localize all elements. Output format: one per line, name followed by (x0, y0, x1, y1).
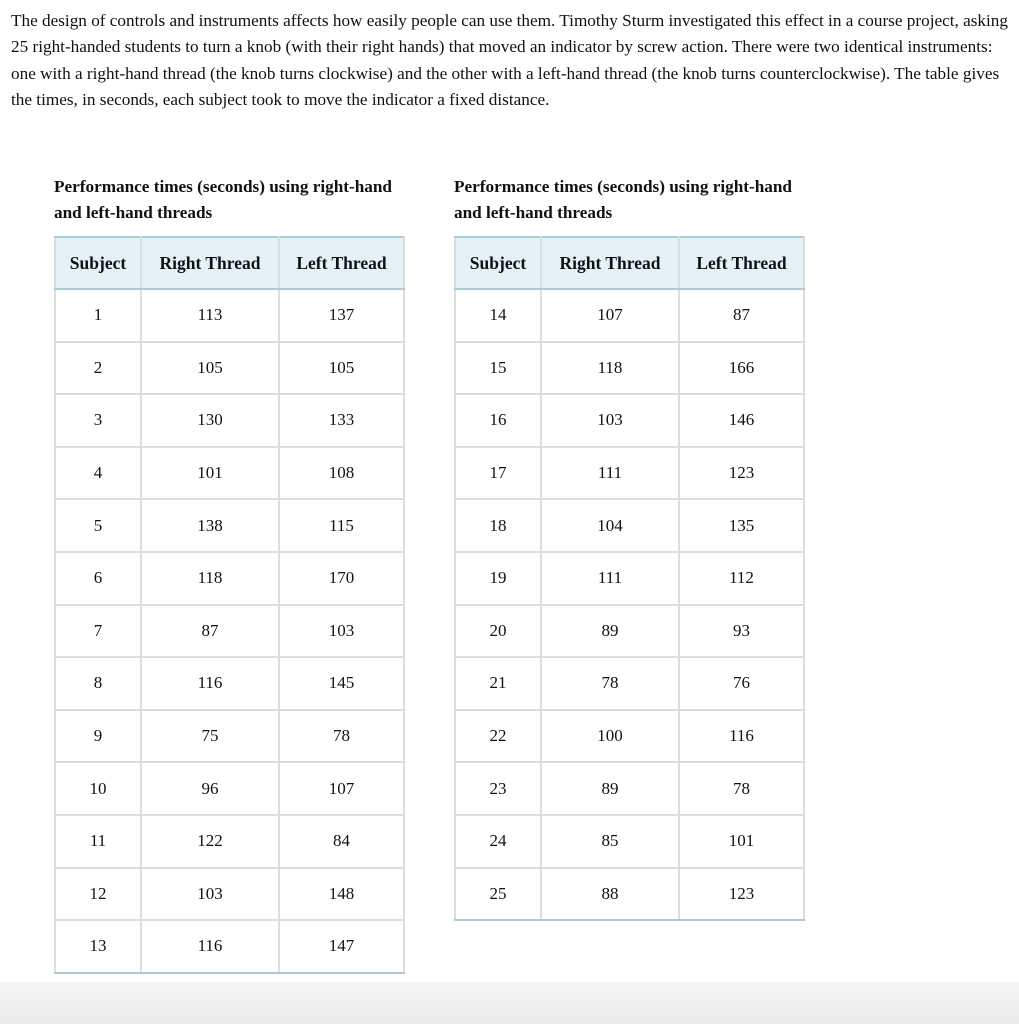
cell-right-thread: 75 (141, 710, 279, 763)
header-subject: Subject (455, 237, 541, 289)
cell-right-thread: 96 (141, 762, 279, 815)
table-row (455, 657, 804, 710)
cell-subject: 15 (455, 342, 541, 395)
cell-right-thread: 88 (541, 868, 679, 921)
cell-subject: 5 (55, 499, 141, 552)
cell-subject: 19 (455, 552, 541, 605)
cell-left-thread: 170 (279, 552, 404, 605)
cell-right-thread: 89 (541, 605, 679, 658)
cell-left-thread: 103 (279, 605, 404, 658)
cell-subject: 18 (455, 499, 541, 552)
cell-subject: 22 (455, 710, 541, 763)
cell-subject: 14 (455, 289, 541, 342)
cell-subject: 11 (55, 815, 141, 868)
cell-right-thread: 111 (541, 552, 679, 605)
intro-paragraph: The design of controls and instruments affects how easily people can use them. Timothy Sturm investigated this effect in a course project, asking 25 right-handed students to turn a knob (with their right hands) that moved an indicator by screw action. There were two identical instruments: one with a right-hand thread (the knob turns clockwise) and the other with a left-hand thread (the knob turns counterclockwise). The table gives the times, in seconds, each subject took to move the indicator a fixed distance. (11, 11, 1008, 109)
cell-right-thread: 85 (541, 815, 679, 868)
cell-left-thread: 137 (279, 289, 404, 342)
cell-right-thread: 116 (141, 920, 279, 973)
cell-left-thread: 166 (679, 342, 804, 395)
table-row (455, 762, 804, 815)
cell-left-thread: 101 (679, 815, 804, 868)
cell-left-thread: 84 (279, 815, 404, 868)
performance-table-left (54, 236, 405, 974)
table-row (55, 552, 404, 605)
table-row (455, 394, 804, 447)
cell-right-thread: 122 (141, 815, 279, 868)
cell-left-thread: 108 (279, 447, 404, 500)
table-row (55, 920, 404, 973)
cell-subject: 4 (55, 447, 141, 500)
cell-left-thread: 107 (279, 762, 404, 815)
cell-left-thread: 93 (679, 605, 804, 658)
cell-left-thread: 112 (679, 552, 804, 605)
header-right-thread: Right Thread (141, 237, 279, 289)
table-row (55, 762, 404, 815)
table-row (55, 394, 404, 447)
cell-subject: 13 (55, 920, 141, 973)
table-row (455, 499, 804, 552)
header-left-thread: Left Thread (679, 237, 804, 289)
cell-subject: 25 (455, 868, 541, 921)
cell-left-thread: 133 (279, 394, 404, 447)
table-row (55, 657, 404, 710)
cell-right-thread: 111 (541, 447, 679, 500)
table-row (55, 605, 404, 658)
cell-subject: 8 (55, 657, 141, 710)
cell-subject: 1 (55, 289, 141, 342)
cell-left-thread: 78 (279, 710, 404, 763)
cell-left-thread: 78 (679, 762, 804, 815)
table-row (55, 815, 404, 868)
cell-right-thread: 118 (541, 342, 679, 395)
table-body-right (455, 289, 804, 920)
cell-subject: 12 (55, 868, 141, 921)
cell-subject: 16 (455, 394, 541, 447)
cell-right-thread: 130 (141, 394, 279, 447)
cell-subject: 9 (55, 710, 141, 763)
cell-right-thread: 104 (541, 499, 679, 552)
table-header-row (455, 237, 804, 289)
table-body-left (55, 289, 404, 973)
cell-subject: 21 (455, 657, 541, 710)
cell-left-thread: 116 (679, 710, 804, 763)
performance-table-right (454, 236, 805, 921)
header-right-thread: Right Thread (541, 237, 679, 289)
cell-right-thread: 107 (541, 289, 679, 342)
cell-subject: 23 (455, 762, 541, 815)
cell-subject: 3 (55, 394, 141, 447)
table-row (455, 447, 804, 500)
cell-left-thread: 76 (679, 657, 804, 710)
table-caption-left: Performance times (seconds) using right-hand and left-hand threads (54, 177, 392, 222)
cell-subject: 20 (455, 605, 541, 658)
cell-left-thread: 145 (279, 657, 404, 710)
cell-subject: 17 (455, 447, 541, 500)
cell-left-thread: 148 (279, 868, 404, 921)
header-subject: Subject (55, 237, 141, 289)
table-row (55, 342, 404, 395)
cell-subject: 10 (55, 762, 141, 815)
cell-right-thread: 103 (541, 394, 679, 447)
table-row (455, 815, 804, 868)
cell-right-thread: 138 (141, 499, 279, 552)
cell-left-thread: 123 (679, 868, 804, 921)
cell-left-thread: 87 (679, 289, 804, 342)
table-caption-right: Performance times (seconds) using right-hand and left-hand threads (454, 177, 792, 222)
table-row (455, 868, 804, 921)
table-row (55, 499, 404, 552)
cell-right-thread: 100 (541, 710, 679, 763)
table-row (455, 605, 804, 658)
cell-left-thread: 105 (279, 342, 404, 395)
bottom-bar (0, 982, 1019, 1024)
cell-left-thread: 135 (679, 499, 804, 552)
cell-subject: 6 (55, 552, 141, 605)
cell-right-thread: 87 (141, 605, 279, 658)
table-row (55, 447, 404, 500)
cell-right-thread: 103 (141, 868, 279, 921)
table-row (455, 710, 804, 763)
cell-right-thread: 113 (141, 289, 279, 342)
table-row (455, 552, 804, 605)
table-row (455, 289, 804, 342)
cell-subject: 24 (455, 815, 541, 868)
cell-subject: 2 (55, 342, 141, 395)
cell-subject: 7 (55, 605, 141, 658)
cell-right-thread: 105 (141, 342, 279, 395)
cell-right-thread: 78 (541, 657, 679, 710)
cell-right-thread: 89 (541, 762, 679, 815)
table-row (55, 710, 404, 763)
table-row (455, 342, 804, 395)
cell-left-thread: 123 (679, 447, 804, 500)
table-header-row (55, 237, 404, 289)
cell-right-thread: 101 (141, 447, 279, 500)
cell-right-thread: 118 (141, 552, 279, 605)
cell-left-thread: 147 (279, 920, 404, 973)
table-row (55, 289, 404, 342)
cell-right-thread: 116 (141, 657, 279, 710)
cell-left-thread: 115 (279, 499, 404, 552)
header-left-thread: Left Thread (279, 237, 404, 289)
cell-left-thread: 146 (679, 394, 804, 447)
table-row (55, 868, 404, 921)
